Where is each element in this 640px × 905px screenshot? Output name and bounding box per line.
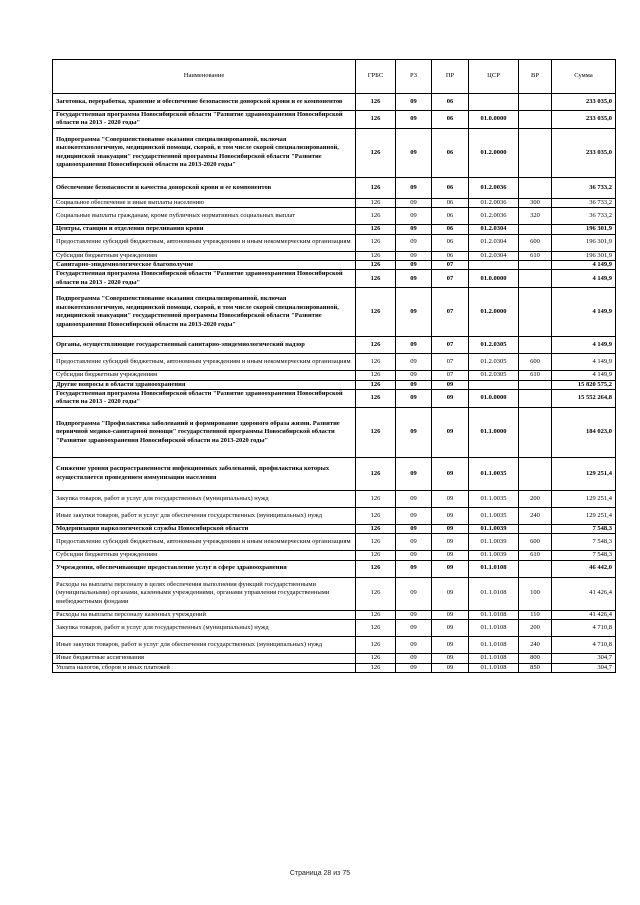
cell-vr: 800 — [519, 654, 552, 663]
table-row — [53, 620, 616, 637]
cell-pr: 07 — [432, 337, 469, 354]
cell-rz: 09 — [396, 198, 432, 207]
cell-pr: 06 — [432, 251, 469, 260]
table-body — [53, 94, 616, 673]
cell-sum: 304,7 — [552, 654, 616, 663]
cell-grbs: 126 — [356, 524, 396, 533]
cell-sum: 36 733,2 — [552, 208, 616, 225]
cell-vr: 200 — [519, 490, 552, 507]
table-row — [53, 128, 616, 177]
cell-csr: 01.1.0108 — [469, 663, 519, 672]
cell-csr: 01.2.0000 — [469, 128, 519, 177]
cell-pr: 09 — [432, 654, 469, 663]
cell-grbs: 126 — [356, 490, 396, 507]
cell-sum: 4 149,9 — [552, 354, 616, 371]
cell-grbs: 126 — [356, 208, 396, 225]
cell-grbs: 126 — [356, 234, 396, 251]
cell-vr — [519, 457, 552, 490]
cell-vr — [519, 261, 552, 270]
cell-rz: 09 — [396, 663, 432, 672]
table-row — [53, 654, 616, 663]
cell-csr: 01.0.0000 — [469, 111, 519, 129]
cell-vr — [519, 380, 552, 389]
cell-sum: 304,7 — [552, 663, 616, 672]
cell-sum: 4 149,9 — [552, 288, 616, 337]
cell-vr: 300 — [519, 198, 552, 207]
cell-vr: 320 — [519, 208, 552, 225]
cell-grbs: 126 — [356, 225, 396, 234]
cell-csr: 01.2.0036 — [469, 198, 519, 207]
header-name: Наименование — [53, 60, 356, 94]
cell-rz: 09 — [396, 371, 432, 380]
cell-sum: 36 733,2 — [552, 177, 616, 198]
cell-csr: 01.2.0304 — [469, 225, 519, 234]
cell-csr: 01.2.0000 — [469, 288, 519, 337]
cell-grbs: 126 — [356, 198, 396, 207]
cell-name: Предоставление субсидий бюджетным, автономным учреждениям и иным некоммерческим организациям — [53, 534, 356, 551]
cell-sum: 46 442,0 — [552, 560, 616, 577]
cell-sum: 4 149,9 — [552, 261, 616, 270]
cell-grbs: 126 — [356, 637, 396, 654]
cell-pr: 09 — [432, 524, 469, 533]
table-row — [53, 577, 616, 610]
cell-name: Снижение уровня распространенности инфекционных заболеваний, профилактика которых осуществляется проведением иммунизации населения — [53, 457, 356, 490]
header-pr: ПР — [432, 60, 469, 94]
cell-grbs: 126 — [356, 94, 396, 111]
cell-csr: 01.1.0035 — [469, 457, 519, 490]
cell-rz: 09 — [396, 288, 432, 337]
cell-name: Закупка товаров, работ и услуг для государственных (муниципальных) нужд — [53, 490, 356, 507]
cell-rz: 09 — [396, 177, 432, 198]
cell-sum: 15 552 264,8 — [552, 390, 616, 408]
cell-vr: 610 — [519, 551, 552, 560]
cell-rz: 09 — [396, 524, 432, 533]
cell-csr: 01.2.0036 — [469, 177, 519, 198]
cell-vr — [519, 177, 552, 198]
cell-name: Закупка товаров, работ и услуг для государственных (муниципальных) нужд — [53, 620, 356, 637]
table-header-row — [53, 60, 616, 94]
cell-sum: 233 035,0 — [552, 94, 616, 111]
cell-rz: 09 — [396, 390, 432, 408]
cell-grbs: 126 — [356, 407, 396, 457]
cell-name: Расходы на выплаты персоналу в целях обеспечения выполнения функций государственными (муниципальными) органами, казенными учреждениями, органами управления государственными внебюджетными фондами — [53, 577, 356, 610]
cell-vr: 600 — [519, 234, 552, 251]
cell-rz: 09 — [396, 128, 432, 177]
cell-sum: 196 301,9 — [552, 251, 616, 260]
cell-csr: 01.1.0039 — [469, 524, 519, 533]
cell-pr: 06 — [432, 111, 469, 129]
table-row — [53, 637, 616, 654]
cell-grbs: 126 — [356, 507, 396, 524]
table-row — [53, 177, 616, 198]
cell-grbs: 126 — [356, 380, 396, 389]
header-grbs: ГРБС — [356, 60, 396, 94]
table-row — [53, 111, 616, 129]
cell-sum: 129 251,4 — [552, 457, 616, 490]
cell-csr: 01.1.0108 — [469, 637, 519, 654]
cell-vr — [519, 94, 552, 111]
cell-grbs: 126 — [356, 620, 396, 637]
cell-grbs: 126 — [356, 177, 396, 198]
cell-pr: 07 — [432, 354, 469, 371]
cell-sum: 4 710,8 — [552, 620, 616, 637]
cell-name: Расходы на выплаты персоналу казенных учреждений — [53, 610, 356, 619]
cell-rz: 09 — [396, 457, 432, 490]
cell-vr: 850 — [519, 663, 552, 672]
table-row — [53, 507, 616, 524]
cell-csr — [469, 261, 519, 270]
cell-vr: 240 — [519, 637, 552, 654]
cell-csr: 01.1.0108 — [469, 610, 519, 619]
cell-vr — [519, 128, 552, 177]
cell-name: Органы, осуществляющие государственный санитарно-эпидемиологический надзор — [53, 337, 356, 354]
cell-name: Иные закупки товаров, работ и услуг для обеспечения государственных (муниципальных) нужд — [53, 637, 356, 654]
cell-name: Государственная программа Новосибирской области "Развитие здравоохранения Новосибирской области на 2013 - 2020 годы" — [53, 390, 356, 408]
cell-name: Субсидии бюджетным учреждениям — [53, 251, 356, 260]
cell-name: Подпрограмма "Совершенствование оказания специализированной, включая высокотехнологичную, медицинской помощи, скорой, в том числе скорой специализированной, медицинской эвакуации" государственной программы Новосибирской области "Развитие здравоохранения Новосибирской области на 2013-2020 годы" — [53, 128, 356, 177]
cell-rz: 09 — [396, 208, 432, 225]
table-row — [53, 261, 616, 270]
cell-pr: 07 — [432, 261, 469, 270]
cell-grbs: 126 — [356, 610, 396, 619]
cell-pr: 06 — [432, 208, 469, 225]
cell-name: Санитарно-эпидемиологическое благополучие — [53, 261, 356, 270]
cell-grbs: 126 — [356, 654, 396, 663]
cell-pr: 09 — [432, 380, 469, 389]
cell-vr: 600 — [519, 534, 552, 551]
cell-name: Предоставление субсидий бюджетным, автономным учреждениям и иным некоммерческим организациям — [53, 234, 356, 251]
cell-rz: 09 — [396, 270, 432, 288]
table-row — [53, 234, 616, 251]
cell-csr: 01.0.0000 — [469, 270, 519, 288]
cell-csr: 01.2.0036 — [469, 208, 519, 225]
cell-rz: 09 — [396, 620, 432, 637]
cell-pr: 06 — [432, 177, 469, 198]
cell-grbs: 126 — [356, 337, 396, 354]
cell-pr: 06 — [432, 225, 469, 234]
cell-grbs: 126 — [356, 270, 396, 288]
cell-vr: 200 — [519, 620, 552, 637]
cell-name: Уплата налогов, сборов и иных платежей — [53, 663, 356, 672]
cell-name: Иные бюджетные ассигнования — [53, 654, 356, 663]
cell-grbs: 126 — [356, 457, 396, 490]
cell-grbs: 126 — [356, 551, 396, 560]
cell-vr — [519, 225, 552, 234]
cell-sum: 184 023,0 — [552, 407, 616, 457]
cell-rz: 09 — [396, 490, 432, 507]
page-number: Страница 28 из 75 — [289, 870, 351, 877]
cell-grbs: 126 — [356, 354, 396, 371]
table-row — [53, 390, 616, 408]
cell-rz: 09 — [396, 337, 432, 354]
cell-vr — [519, 407, 552, 457]
cell-grbs: 126 — [356, 288, 396, 337]
cell-rz: 09 — [396, 380, 432, 389]
cell-rz: 09 — [396, 637, 432, 654]
cell-vr — [519, 390, 552, 408]
cell-name: Подпрограмма "Совершенствование оказания специализированной, включая высокотехнологичную, медицинской помощи, скорой, в том числе скорой специализированной, медицинской эвакуации" государственной программы Новосибирской области "Развитие здравоохранения Новосибирской области на 2013-2020 годы" — [53, 288, 356, 337]
cell-name: Предоставление субсидий бюджетным, автономным учреждениям и иным некоммерческим организациям — [53, 354, 356, 371]
cell-sum: 41 426,4 — [552, 610, 616, 619]
cell-name: Социальные выплаты гражданам, кроме публичных нормативных социальных выплат — [53, 208, 356, 225]
cell-name: Центры, станции и отделения переливания крови — [53, 225, 356, 234]
table-row — [53, 270, 616, 288]
cell-name: Другие вопросы в области здравоохранения — [53, 380, 356, 389]
cell-sum: 7 548,3 — [552, 551, 616, 560]
cell-rz: 09 — [396, 577, 432, 610]
table-row — [53, 94, 616, 111]
cell-grbs: 126 — [356, 128, 396, 177]
table-row — [53, 490, 616, 507]
cell-rz: 09 — [396, 234, 432, 251]
cell-vr: 240 — [519, 507, 552, 524]
cell-pr: 09 — [432, 507, 469, 524]
cell-sum: 129 251,4 — [552, 507, 616, 524]
cell-vr: 610 — [519, 371, 552, 380]
cell-sum: 15 820 575,2 — [552, 380, 616, 389]
cell-csr: 01.1.0039 — [469, 534, 519, 551]
table-row — [53, 560, 616, 577]
cell-name: Государственная программа Новосибирской области "Развитие здравоохранения Новосибирской области на 2013 - 2020 годы" — [53, 270, 356, 288]
cell-sum: 4 149,9 — [552, 371, 616, 380]
cell-name: Учреждения, обеспечивающие предоставление услуг в сфере здравоохранения — [53, 560, 356, 577]
table-row — [53, 225, 616, 234]
cell-pr: 09 — [432, 457, 469, 490]
cell-csr: 01.1.0039 — [469, 551, 519, 560]
cell-pr: 09 — [432, 390, 469, 408]
cell-csr — [469, 94, 519, 111]
cell-grbs: 126 — [356, 534, 396, 551]
cell-csr: 01.0.0000 — [469, 390, 519, 408]
cell-rz: 09 — [396, 551, 432, 560]
header-vr: ВР — [519, 60, 552, 94]
cell-vr: 100 — [519, 577, 552, 610]
cell-rz: 09 — [396, 225, 432, 234]
table-row — [53, 551, 616, 560]
cell-csr: 01.2.0304 — [469, 234, 519, 251]
cell-csr: 01.2.0305 — [469, 337, 519, 354]
table-row — [53, 251, 616, 260]
cell-pr: 07 — [432, 288, 469, 337]
cell-vr: 110 — [519, 610, 552, 619]
cell-vr: 610 — [519, 251, 552, 260]
cell-vr — [519, 524, 552, 533]
table-row — [53, 457, 616, 490]
cell-grbs: 126 — [356, 390, 396, 408]
cell-sum: 4 149,9 — [552, 270, 616, 288]
cell-pr: 07 — [432, 371, 469, 380]
cell-name: Подпрограмма "Профилактика заболеваний и формирование здорового образа жизни. Развитие первичной медико-санитарной помощи" государственной программы Новосибирской области "Развитие здравоохранения Новосибирской области на 2013-2020 годы" — [53, 407, 356, 457]
cell-rz: 09 — [396, 251, 432, 260]
cell-grbs: 126 — [356, 577, 396, 610]
cell-sum: 196 301,9 — [552, 225, 616, 234]
cell-sum: 129 251,4 — [552, 490, 616, 507]
cell-sum: 36 733,2 — [552, 198, 616, 207]
cell-pr: 09 — [432, 610, 469, 619]
cell-grbs: 126 — [356, 663, 396, 672]
cell-name: Субсидии бюджетным учреждениям — [53, 371, 356, 380]
cell-csr: 01.2.0305 — [469, 371, 519, 380]
cell-csr: 01.1.0108 — [469, 620, 519, 637]
cell-sum: 233 035,0 — [552, 128, 616, 177]
cell-grbs: 126 — [356, 251, 396, 260]
cell-csr: 01.1.0035 — [469, 490, 519, 507]
cell-pr: 06 — [432, 198, 469, 207]
cell-sum: 41 426,4 — [552, 577, 616, 610]
cell-pr: 09 — [432, 560, 469, 577]
cell-rz: 09 — [396, 654, 432, 663]
cell-csr: 01.2.0305 — [469, 354, 519, 371]
table-row — [53, 354, 616, 371]
cell-name: Субсидии бюджетным учреждениям — [53, 551, 356, 560]
cell-csr: 01.1.0108 — [469, 577, 519, 610]
table-row — [53, 208, 616, 225]
cell-rz: 09 — [396, 610, 432, 619]
cell-name: Социальное обеспечение и иные выплаты населению — [53, 198, 356, 207]
cell-rz: 09 — [396, 407, 432, 457]
cell-pr: 07 — [432, 270, 469, 288]
table-row — [53, 663, 616, 672]
cell-sum: 196 301,9 — [552, 234, 616, 251]
cell-pr: 06 — [432, 94, 469, 111]
table-row — [53, 337, 616, 354]
cell-csr — [469, 380, 519, 389]
table-row — [53, 380, 616, 389]
cell-vr — [519, 560, 552, 577]
table-row — [53, 371, 616, 380]
cell-rz: 09 — [396, 534, 432, 551]
cell-pr: 06 — [432, 234, 469, 251]
cell-grbs: 126 — [356, 111, 396, 129]
cell-vr — [519, 288, 552, 337]
cell-grbs: 126 — [356, 261, 396, 270]
cell-name: Заготовка, переработка, хранение и обеспечение безопасности донорской крови и ее компонентов — [53, 94, 356, 111]
cell-rz: 09 — [396, 560, 432, 577]
cell-pr: 09 — [432, 620, 469, 637]
table-row — [53, 610, 616, 619]
table-row — [53, 198, 616, 207]
table-row — [53, 407, 616, 457]
cell-csr: 01.1.0108 — [469, 560, 519, 577]
cell-vr — [519, 337, 552, 354]
cell-rz: 09 — [396, 354, 432, 371]
cell-csr: 01.1.0108 — [469, 654, 519, 663]
cell-pr: 09 — [432, 407, 469, 457]
cell-pr: 09 — [432, 534, 469, 551]
cell-vr — [519, 270, 552, 288]
cell-vr: 600 — [519, 354, 552, 371]
table-row — [53, 524, 616, 533]
cell-name: Модернизация наркологической службы Новосибирской области — [53, 524, 356, 533]
cell-rz: 09 — [396, 94, 432, 111]
cell-csr: 01.1.0035 — [469, 507, 519, 524]
cell-pr: 09 — [432, 490, 469, 507]
header-csr: ЦСР — [469, 60, 519, 94]
table-row — [53, 288, 616, 337]
cell-pr: 06 — [432, 128, 469, 177]
cell-name: Иные закупки товаров, работ и услуг для обеспечения государственных (муниципальных) нужд — [53, 507, 356, 524]
cell-sum: 7 548,3 — [552, 534, 616, 551]
table-row — [53, 534, 616, 551]
budget-table — [52, 59, 616, 673]
cell-pr: 09 — [432, 663, 469, 672]
cell-pr: 09 — [432, 637, 469, 654]
cell-grbs: 126 — [356, 371, 396, 380]
cell-rz: 09 — [396, 507, 432, 524]
cell-vr — [519, 111, 552, 129]
cell-csr: 01.2.0304 — [469, 251, 519, 260]
cell-sum: 4 710,8 — [552, 637, 616, 654]
header-rz: РЗ — [396, 60, 432, 94]
cell-pr: 09 — [432, 577, 469, 610]
cell-sum: 233 035,0 — [552, 111, 616, 129]
cell-rz: 09 — [396, 261, 432, 270]
cell-grbs: 126 — [356, 560, 396, 577]
cell-pr: 09 — [432, 551, 469, 560]
cell-sum: 7 548,3 — [552, 524, 616, 533]
cell-csr: 01.1.0000 — [469, 407, 519, 457]
cell-name: Государственная программа Новосибирской области "Развитие здравоохранения Новосибирской области на 2013 - 2020 годы" — [53, 111, 356, 129]
header-sum: Сумма — [552, 60, 616, 94]
cell-rz: 09 — [396, 111, 432, 129]
cell-name: Обеспечение безопасности и качества донорской крови и ее компонентов — [53, 177, 356, 198]
cell-sum: 4 149,9 — [552, 337, 616, 354]
